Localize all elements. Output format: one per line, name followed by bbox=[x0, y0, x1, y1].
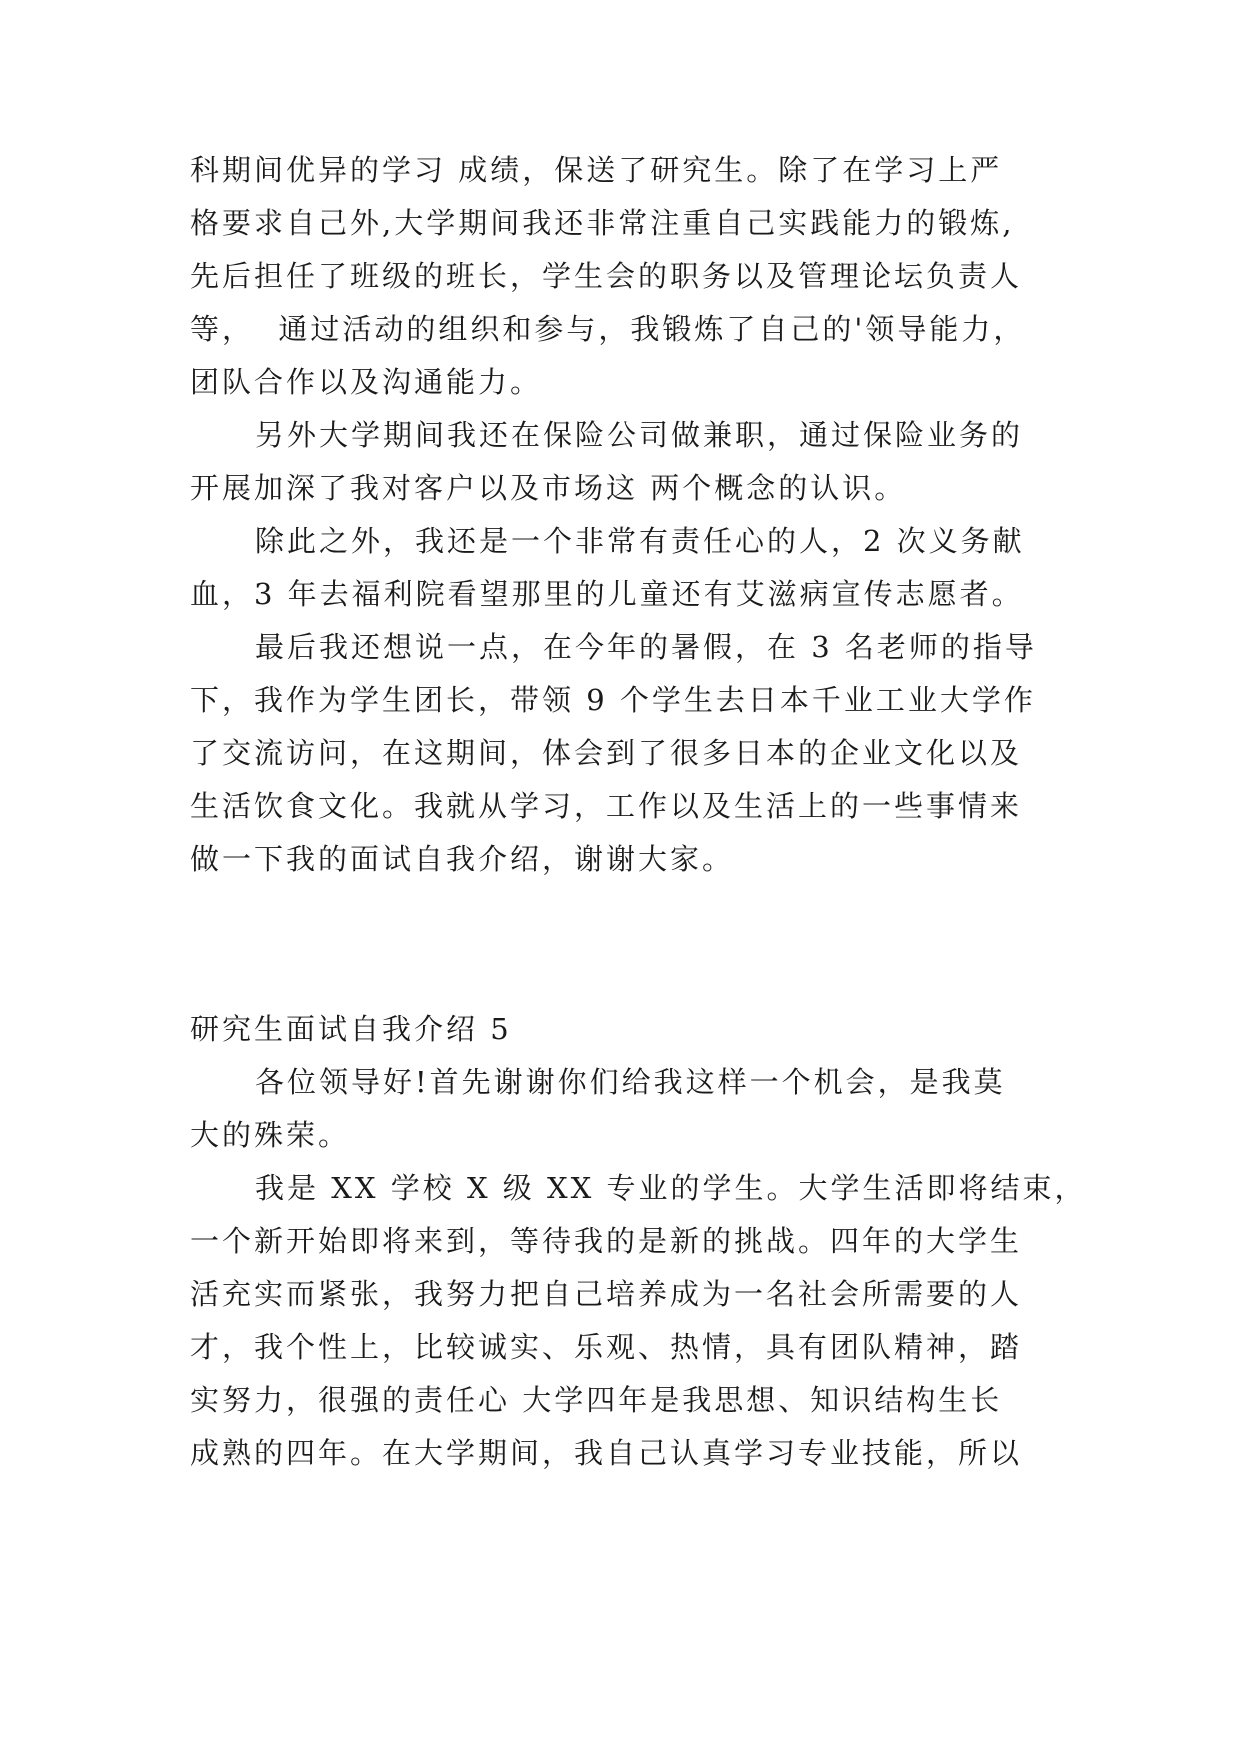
text-line: 大的殊荣。 bbox=[190, 1118, 351, 1152]
text-line: 除此之外，我还是一个非常有责任心的人，2 次义务献 bbox=[255, 524, 1025, 558]
text-line: 团队合作以及沟通能力。 bbox=[190, 365, 543, 399]
text-line: 了交流访问，在这期间，体会到了很多日本的企业文化以及 bbox=[190, 736, 1023, 770]
text-line: 格要求自己外,大学期间我还非常注重自己实践能力的锻炼, bbox=[190, 206, 1015, 240]
text-line: 等， 通过活动的组织和参与，我锻炼了自己的'领导能力， bbox=[190, 312, 1026, 346]
text-line: 先后担任了班级的班长，学生会的职务以及管理论坛负责人 bbox=[190, 259, 1023, 293]
text-line: 下，我作为学生团长，带领 9 个学生去日本千业工业大学作 bbox=[190, 683, 1036, 717]
text-line: 做一下我的面试自我介绍，谢谢大家。 bbox=[190, 842, 735, 876]
text-line: 开展加深了我对客户以及市场这 两个概念的认识。 bbox=[190, 471, 907, 505]
text-line: 血，3 年去福利院看望那里的儿童还有艾滋病宣传志愿者。 bbox=[190, 577, 1024, 611]
text-line: 才，我个性上，比较诚实、乐观、热情，具有团队精神，踏 bbox=[190, 1330, 1023, 1364]
text-line: 最后我还想说一点，在今年的暑假，在 3 名老师的指导 bbox=[255, 630, 1037, 664]
text-line: 成熟的四年。在大学期间，我自己认真学习专业技能，所以 bbox=[190, 1436, 1023, 1470]
text-line: 活充实而紧张，我努力把自己培养成为一名社会所需要的人 bbox=[190, 1277, 1023, 1311]
text-line: 实努力，很强的责任心 大学四年是我思想、知识结构生长 bbox=[190, 1383, 1003, 1417]
section-heading: 研究生面试自我介绍 5 bbox=[190, 1012, 512, 1046]
text-line: 各位领导好!首先谢谢你们给我这样一个机会，是我莫 bbox=[255, 1065, 1006, 1099]
text-line: 一个新开始即将来到，等待我的是新的挑战。四年的大学生 bbox=[190, 1224, 1023, 1258]
text-line: 我是 XX 学校 X 级 XX 专业的学生。大学生活即将结束， bbox=[255, 1171, 1087, 1205]
text-line: 另外大学期间我还在保险公司做兼职，通过保险业务的 bbox=[255, 418, 1024, 452]
text-line: 科期间优异的学习 成绩，保送了研究生。除了在学习上严 bbox=[190, 153, 1003, 187]
text-line: 生活饮食文化。我就从学习，工作以及生活上的一些事情来 bbox=[190, 789, 1023, 823]
